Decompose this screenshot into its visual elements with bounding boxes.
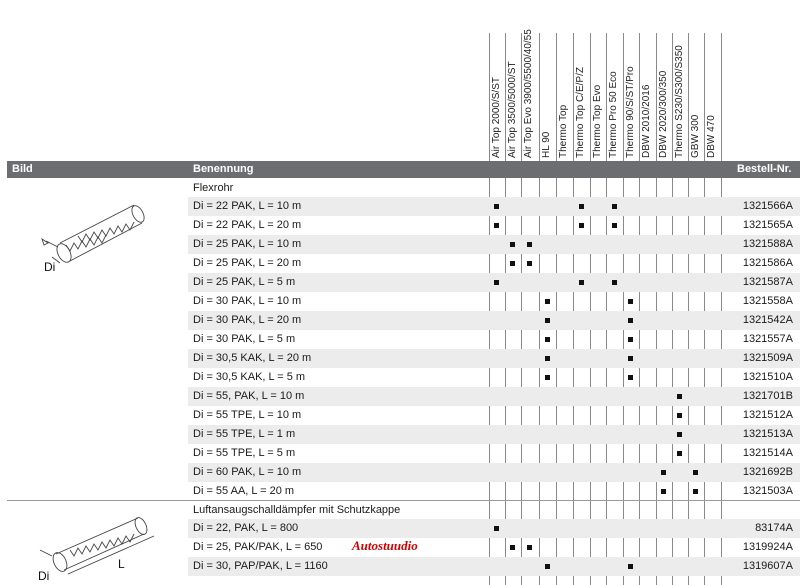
column-header-bestell-nr: Bestell-Nr. (737, 163, 792, 175)
row-bestell-nr: 1321558A (742, 295, 793, 307)
compatibility-mark (628, 299, 633, 304)
row-benennung: Di = 22 PAK, L = 10 m (193, 200, 302, 212)
compatibility-mark (494, 223, 499, 228)
compatibility-mark (628, 356, 633, 361)
row-benennung: Di = 30,5 KAK, L = 20 m (193, 352, 312, 364)
compatibility-mark (677, 451, 682, 456)
device-header: Thermo Top Evo (592, 84, 603, 158)
row-benennung: Di = 55 TPE, L = 10 m (193, 409, 302, 421)
flexrohr-image (38, 195, 158, 277)
compatibility-mark (612, 223, 617, 228)
group-separator (7, 500, 800, 501)
compatibility-mark (510, 545, 515, 550)
compatibility-mark (628, 337, 633, 342)
row-bestell-nr: 1321510A (742, 371, 793, 383)
row-bestell-nr: 1321557A (742, 333, 793, 345)
device-header: Thermo Top C/E/P/Z (575, 67, 586, 158)
row-benennung: Di = 22 PAK, L = 20 m (193, 219, 302, 231)
device-header: GBW 300 (690, 114, 701, 158)
device-header: Air Top Evo 3900/5500/40/55 (523, 29, 534, 158)
row-bestell-nr: 1319924A (742, 541, 793, 553)
row-benennung: Di = 30 PAK, L = 5 m (193, 333, 296, 345)
row-bestell-nr: 1321701B (742, 390, 793, 402)
compatibility-mark (693, 489, 698, 494)
compatibility-mark (677, 413, 682, 418)
row-bestell-nr: 1321588A (742, 238, 793, 250)
row-benennung: Di = 22, PAK, L = 800 (193, 522, 299, 534)
row-bestell-nr: 1321566A (742, 200, 793, 212)
compatibility-mark (527, 545, 532, 550)
schalldaempfer-l-label: L (118, 557, 125, 571)
table-header-bar (7, 161, 800, 178)
device-header: Thermo Pro 50 Eco (608, 71, 619, 158)
compatibility-mark (579, 280, 584, 285)
device-header: DBW 2010/2016 (641, 84, 652, 158)
device-header: HL 90 (541, 131, 552, 158)
row-bestell-nr: 1321503A (742, 485, 793, 497)
device-header: Air Top 3500/5000/ST (507, 61, 518, 158)
compatibility-mark (545, 375, 550, 380)
compatibility-mark (628, 318, 633, 323)
compatibility-mark (579, 223, 584, 228)
compatibility-mark (545, 318, 550, 323)
compatibility-mark (510, 261, 515, 266)
row-benennung: Di = 30, PAP/PAK, L = 1160 (193, 560, 328, 572)
row-benennung: Di = 55 TPE, L = 5 m (193, 447, 296, 459)
compatibility-mark (510, 242, 515, 247)
row-bestell-nr: 1321514A (742, 447, 793, 459)
compatibility-mark (612, 280, 617, 285)
flexrohr-di-label: Di (44, 260, 56, 274)
watermark-text: Autostuudio (352, 538, 418, 553)
row-bestell-nr: 1321586A (742, 257, 793, 269)
row-benennung: Di = 30 PAK, L = 10 m (193, 295, 302, 307)
compatibility-mark (545, 299, 550, 304)
row-benennung: Di = 25 PAK, L = 20 m (193, 257, 302, 269)
row-benennung: Di = 25 PAK, L = 10 m (193, 238, 302, 250)
row-benennung: Di = 60 PAK, L = 10 m (193, 466, 302, 478)
row-benennung: Di = 30 PAK, L = 20 m (193, 314, 302, 326)
device-header: Thermo 90/S/ST/Pro (625, 66, 636, 158)
schalldaempfer-di-label: Di (38, 569, 50, 583)
compatibility-mark (628, 564, 633, 569)
compatibility-mark (677, 394, 682, 399)
row-benennung: Di = 55 TPE, L = 1 m (193, 428, 296, 440)
row-bestell-nr: 1321542A (742, 314, 793, 326)
row-benennung: Di = 25, PAK/PAK, L = 650 (193, 541, 323, 553)
device-header: Thermo Top (558, 104, 569, 158)
row-benennung: Di = 30,5 KAK, L = 5 m (193, 371, 306, 383)
row-bestell-nr: 1321587A (742, 276, 793, 288)
compatibility-mark (527, 242, 532, 247)
device-header: Thermo S230/S300/S350 (674, 45, 685, 158)
row-bestell-nr: 1319607A (742, 560, 793, 572)
column-header-benennung: Benennung (193, 163, 254, 175)
compatibility-mark (545, 337, 550, 342)
row-bestell-nr: 1321513A (742, 428, 793, 440)
compatibility-mark (579, 204, 584, 209)
compatibility-mark (661, 470, 666, 475)
device-header: DBW 470 (706, 115, 717, 158)
compatibility-mark (527, 261, 532, 266)
row-bestell-nr: 1321509A (742, 352, 793, 364)
group-title: Flexrohr (193, 182, 234, 194)
compatibility-mark (545, 356, 550, 361)
compatibility-mark (612, 204, 617, 209)
row-bestell-nr: 1321512A (742, 409, 793, 421)
row-bestell-nr: 83174A (755, 522, 793, 534)
compatibility-mark (677, 432, 682, 437)
compatibility-mark (494, 204, 499, 209)
compatibility-mark (494, 280, 499, 285)
compatibility-mark (545, 564, 550, 569)
row-benennung: Di = 55, PAK, L = 10 m (193, 390, 305, 402)
device-header: DBW 2020/300/350 (658, 70, 669, 158)
column-header-bild: Bild (12, 163, 33, 175)
compatibility-mark (494, 526, 499, 531)
device-header: Air Top 2000/S/ST (491, 77, 502, 158)
compatibility-mark (661, 489, 666, 494)
compatibility-mark (693, 470, 698, 475)
row-benennung: Di = 25 PAK, L = 5 m (193, 276, 296, 288)
compatibility-mark (628, 375, 633, 380)
row-bestell-nr: 1321565A (742, 219, 793, 231)
row-benennung: Di = 55 AA, L = 20 m (193, 485, 295, 497)
row-bestell-nr: 1321692B (742, 466, 793, 478)
schalldaempfer-image (34, 514, 162, 584)
group-title: Luftansaugschalldämpfer mit Schutzkappe (193, 504, 401, 516)
